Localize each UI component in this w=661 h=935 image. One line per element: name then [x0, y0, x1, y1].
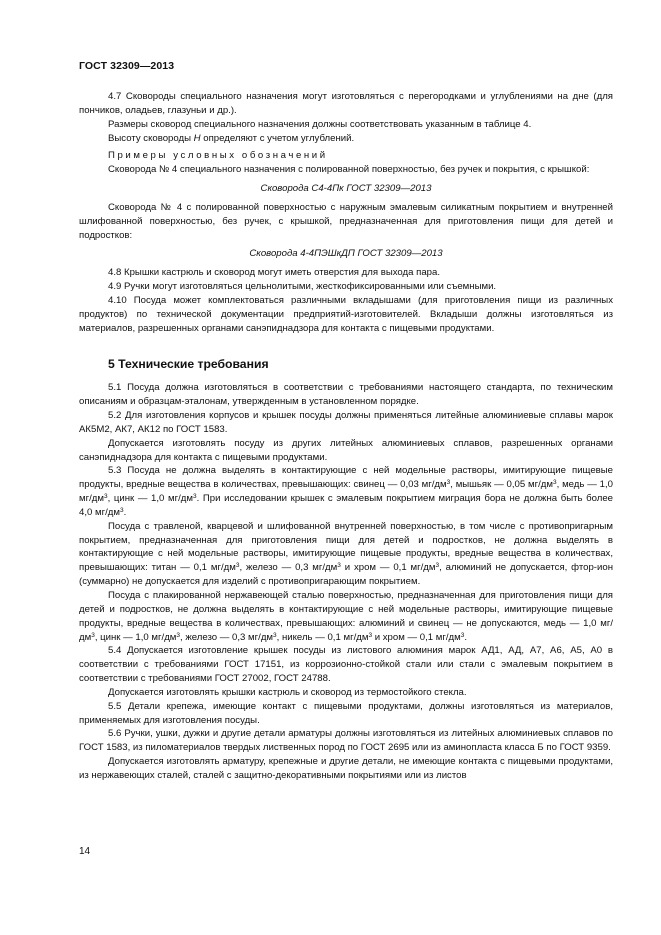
- superscript-3: 3: [192, 493, 197, 501]
- clause-4-7: 4.7 Сковороды специального назначения могут изготовляться с перегородками и углублениями на дне (для пончиков, оладьев, глазуньи и др.).: [79, 91, 613, 116]
- clause-5-3-part: , цинк — 1,0 мг/дм: [107, 493, 193, 505]
- height-text-a: Высоту сковороды: [108, 132, 194, 144]
- clause-5-3-part: .: [123, 506, 127, 518]
- clad-part: , никель — 0,1 мг/дм: [276, 631, 369, 643]
- clause-5-1: 5.1 Посуда должна изготовляться в соответствии с требованиями настоящего стандарта, по техническим описаниям и образцам-эталонам, утвержденным в установленном порядке.: [79, 382, 613, 408]
- clause-5-4-glass: Допускается изготовлять крышки кастрюль и сковород из термостойкого стекла.: [108, 686, 467, 698]
- etched-part: , алюминий не допускается, фтор-ион (суммарно) не допускается для изделий с противопригарающим покрытием.: [79, 562, 613, 588]
- height-text: [79, 132, 613, 146]
- sizes-text: Размеры сковород специального назначения должны соответствовать указанным в таблице 4.: [108, 118, 532, 130]
- superscript-3: 3: [435, 562, 440, 570]
- clause-5-4: 5.4 Допускается изготовление крышек посуды из листового алюминия марок АД1, АД, А7, А6, А5, А0 в соответствии с требованиями ГОСТ 17151, из коррозионно-стойкой стали или стали с эмалевым покрытием в соответствии с требованиями ГОСТ 27002, ГОСТ 24788.: [79, 645, 613, 685]
- example-2-text: Сковорода № 4 с полированной поверхностью с наружным эмалевым силикатным покрытием и внутренней шлифованной поверхностью, без ручек, с крышкой, предназначенная для приготовления пищи для детей и подростков:: [79, 201, 613, 241]
- clause-5-3-part: 5.3 Посуда не должна выделять в контактирующие с ней модельные растворы, имитирующие пищевые продукты, вредные вещества в количествах, превышающих: свинец — 0,03 мг/дм: [79, 465, 613, 491]
- clad-part: и хром — 0,1 мг/дм: [372, 631, 461, 643]
- clause-5-3-part: , медь — 1,0 мг/дм: [79, 479, 613, 505]
- clause-5-2-allowance: Допускается изготовлять посуду из других литейных алюминиевых сплавов, разрешенных органами санэпиднадзора для контакта с пищевыми продуктами.: [79, 437, 613, 463]
- superscript-3: 3: [552, 479, 557, 487]
- superscript-3: 3: [368, 631, 373, 639]
- clad-part: , цинк — 1,0 мг/дм: [94, 631, 177, 643]
- example-1-text: Сковорода № 4 специального назначения с полированной поверхностью, без ручек и покрытия, с крышкой:: [108, 164, 590, 176]
- clause-5-3: [79, 464, 613, 519]
- examples-title: Примеры условных обозначений: [108, 150, 328, 162]
- example-2-code: Сковорода 4-4ПЭШкДП ГОСТ 32309—2013: [249, 248, 443, 260]
- superscript-3: 3: [176, 631, 181, 639]
- page-content: [79, 90, 613, 783]
- superscript-3: 3: [103, 493, 108, 501]
- standard-header: ГОСТ 32309—2013: [79, 60, 175, 72]
- superscript-3: 3: [460, 631, 465, 639]
- clause-5-6-allowance: Допускается изготовлять арматуру, крепежные и другие детали, не имеющие контакта с пищевыми продуктами, из нержавеющих сталей, сталей с защитно-декоративными покрытиями или из листов: [79, 756, 613, 781]
- superscript-3: 3: [91, 631, 95, 639]
- page-number: 14: [79, 846, 91, 857]
- clause-5-2: 5.2 Для изготовления корпусов и крышек посуды должны применяться литейные алюминиевые сплавы марок АК5М2, АК7, АК12 по ГОСТ 1583.: [79, 410, 613, 435]
- etched-cookware-text: [79, 520, 613, 589]
- etched-part: и хром — 0,1 мг/дм: [340, 562, 436, 574]
- clause-4-8: 4.8 Крышки кастрюль и сковород могут иметь отверстия для выхода пара.: [108, 267, 441, 279]
- superscript-3: 3: [119, 506, 124, 514]
- etched-part: Посуда с травленой, кварцевой и шлифованной внутренней поверхностью, в том числе с противопригарным покрытием, предназначенная для приготовления пищи для детей и подростков, не должна выделять в контактирующие с ней модельные растворы, имитирующие пищевые продукты, вредные вещества в количествах, превышающих: титан — 0,1 мг/дм: [79, 520, 613, 574]
- clause-5-3-part: , мышьяк — 0,05 мг/дм: [450, 479, 553, 491]
- clause-5-6: 5.6 Ручки, ушки, дужки и другие детали арматуры должны изготовляться из литейных алюминиевых сплавов по ГОСТ 1583, из пиломатериалов твердых лиственных пород по ГОСТ 2695 или из аминопласта класса Б по ГОСТ 9359.: [79, 728, 613, 754]
- superscript-3: 3: [337, 562, 341, 570]
- height-variable: H: [193, 132, 201, 144]
- clad-part: , железо — 0,3 мг/дм: [180, 631, 274, 643]
- clad-cookware-text: [79, 589, 613, 644]
- height-text-b: определяют с учетом углублений.: [200, 132, 355, 144]
- section-5-title: 5 Технические требования: [108, 356, 269, 371]
- clause-4-9: 4.9 Ручки могут изготовляться цельнолитыми, жесткофиксированными или съемными.: [108, 281, 497, 293]
- superscript-3: 3: [446, 479, 451, 487]
- clad-part: .: [464, 631, 467, 643]
- superscript-3: 3: [273, 631, 277, 639]
- clad-part: Посуда с плакированной нержавеющей сталью поверхностью, предназначенная для приготовления пищи для детей и подростков, не должна выделять в контактирующие с ней модельные растворы, имитирующие пищевые продукты, вредные вещества в количествах, превышающих: алюминий и свинец — не допускаются, медь — 1,0 мг/дм: [79, 590, 613, 643]
- etched-part: , железо — 0,3 мг/дм: [239, 562, 338, 574]
- superscript-3: 3: [235, 562, 240, 570]
- clause-5-5: 5.5 Детали крепежа, имеющие контакт с пищевыми продуктами, должны изготовляться из материалов, применяемых для изготовления посуды.: [79, 700, 613, 726]
- clause-5-3-part: . При исследовании крышек с эмалевым покрытием миграция бора не должна быть более 4,0 мг/дм: [79, 493, 613, 518]
- clause-4-10: 4.10 Посуда может комплектоваться различными вкладышами (для приготовления пищи из различных продуктов) по технической документации предприятий-изготовителей. Вкладыши должны изготовляться из материалов, разрешенных органами санэпиднадзора для контакта с пищевыми продуктами.: [79, 294, 613, 334]
- example-1-code: Сковорода С4-4Пк ГОСТ 32309—2013: [260, 183, 432, 195]
